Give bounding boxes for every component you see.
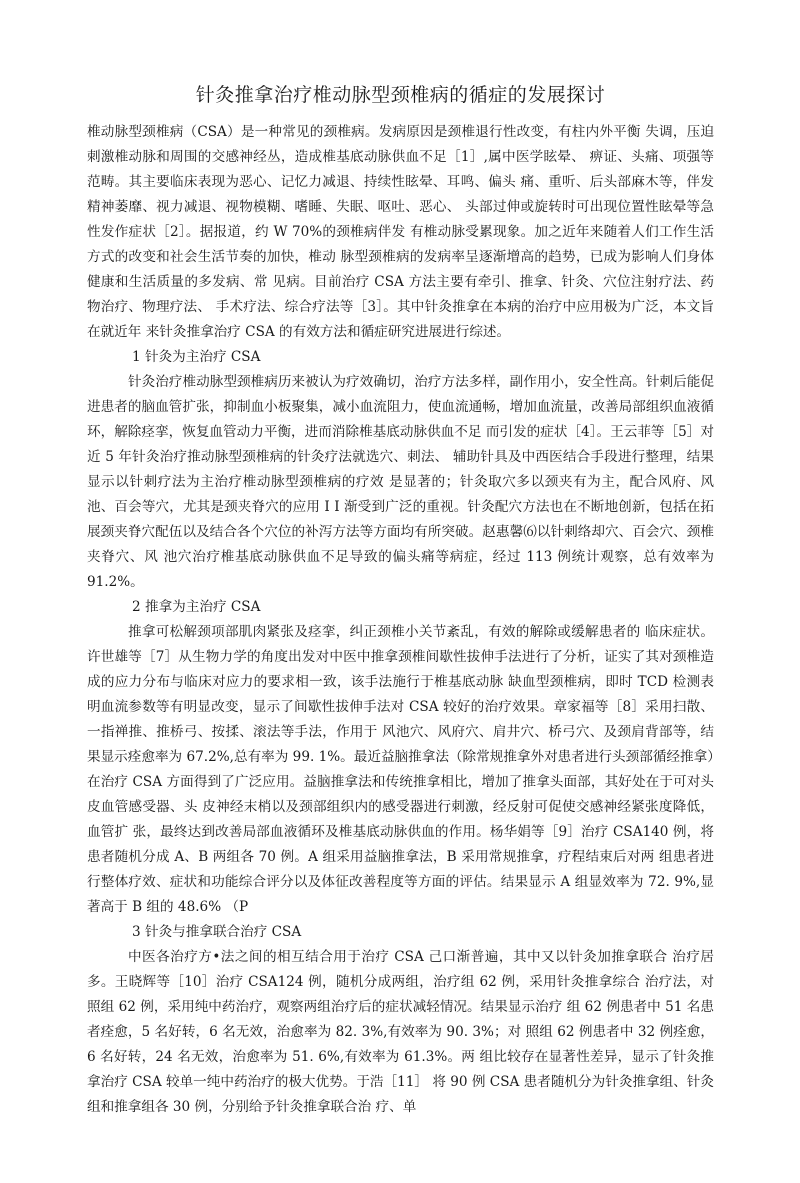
article-title: 针灸推拿治疗椎动脉型颈椎病的循症的发展探讨 [195, 84, 606, 106]
section-2-paragraph: 推拿可松解颈项部肌肉紧张及痉挛，纠正颈椎小关节紊乱，有效的解除或缓解患者的 临床症状。许世雄等［7］从生物力学的角度出发对中医中推拿颈椎间歇性拔伸手法进行了分析，证实了其对颈椎造成的应力分布与临床对应力的要求相一致，该手法施行于椎基底动脉 缺血型颈椎病，即时 TCD 检测表明血流参数等有明显改变，显示了间歇性拔伸手法对 CSA 较好的治疗效果。章家福等［8］采用扫散、一指禅推、推桥弓、按揉、滚法等手法，作用于 风池穴、风府穴、肩井穴、桥弓穴、及颈肩背部等，结果显示痊愈率为 67.2%,总有率为 99. 1%。最近益脑推拿法（除常规推拿外对患者进行头颈部循经推拿）在治疗 CSA 方面得到了广泛应用。益脑推拿法和传统推拿相比，增加了推拿头面部，其好处在于可对头皮血管感受器、头 皮神经末梢以及颈部组织内的感受器进行刺激，经反射可促使交感神经紧张度降低，血管扩 张，最终达到改善局部血液循环及椎基底动脉供血的作用。杨华娟等［9］治疗 CSA140 例，将 患者随机分成 A、B 两组各 70 例。A 组采用益脑推拿法，B 采用常规推拿，疗程结束后对两 组患者进行整体疗效、症状和功能综合评分以及体征改善程度等方面的评估。结果显示 A 组显效率为 72. 9%,显著高于 B 组的 48.6% （P [87, 624, 715, 915]
section-1-heading: 1 针灸为主治疗 CSA [132, 349, 261, 365]
section-1-paragraph: 针灸治疗椎动脉型颈椎病历来被认为疗效确切，治疗方法多样，副作用小，安全性高。针刺后能促进患者的脑血管扩张，抑制血小板聚集，减小血流阻力，使血流通畅，增加血流量，改善局部组织血液循环，解除痉挛，恢复血管动力平衡，进而消除椎基底动脉供血不足 而引发的症状［4］。王云菲等［5］对近 5 年针灸治疗推动脉型颈椎病的针灸疗法就选穴、刺法、 辅助针具及中西医结合手段进行整理，结果显示以针刺疗法为主治疗椎动脉型颈椎病的疗效 是显著的；针灸取穴多以颈夹有为主，配合风府、风池、百会等穴，尤其是颈夹脊穴的应用 I I 渐受到广泛的重视。针灸配穴方法也在不断地创新，包括在拓展颈夹脊穴配伍以及结合各个穴位的补泻方法等方面均有所突破。赵惠馨⑹以针刺络却穴、百会穴、颈椎夹脊穴、风 池穴治疗椎基底动脉供血不足导致的偏头痛等病症，经过 113 例统计观察，总有效率为 91.2%。 [87, 374, 714, 590]
section-3-paragraph: 中医各治疗方•法之间的相互结合用于治疗 CSA 己口渐普遍，其中又以针灸加推拿联合 治疗居多。王晓辉等［10］治疗 CSA124 例，随机分成两组，治疗组 62 例，采用针灸推拿综合 治疗法，对照组 62 例，采用纯中药治疗，观察两组治疗后的症状减轻情况。结果显示治疗 组 62 例患者中 51 名患者痊愈，5 名好转，6 名无效，治愈率为 82. 3%,有效率为 90. 3%；对 照组 62 例患者中 32 例痊愈，6 名好转，24 名无效，治愈率为 51. 6%,有效率为 61.3%。两 组比较存在显著性差异，显示了针灸推拿治疗 CSA 较单一纯中药治疗的极大优势。于浩［11］ 将 90 例 CSA 患者随机分为针灸推拿组、针灸组和推拿组各 30 例，分别给予针灸推拿联合治 疗、单 [87, 949, 714, 1115]
section-3-heading: 3 针灸与推拿联合治疗 CSA [132, 924, 302, 940]
intro-paragraph: 椎动脉型颈椎病（CSA）是一种常见的颈椎病。发病原因是颈椎退行性改变，有柱内外平衡 失调，压迫刺激椎动脉和周围的交感神经丛，造成椎基底动脉供血不足［1］,属中医学眩晕、 痹证、头痛、项强等范畴。其主要临床表现为恶心、记忆力减退、持续性眩晕、耳鸣、偏头 痛、重听、后头部麻木等，伴发精神萎靡、视力减退、视物模糊、嗜睡、失眠、呕吐、恶心、 头部过伸或旋转时可出现位置性眩晕等急性发作症状［2］。据报道，约 W 70%的颈椎病伴发 有椎动脉受累现象。加之近年来随着人们工作生活方式的改变和社会生活节奏的加快，椎动 脉型颈椎病的发病率呈逐渐增高的趋势，已成为影响人们身体健康和生活质量的多发病、常 见病。目前治疗 CSA 方法主要有牵引、推拿、针灸、穴位注射疗法、药物治疗、物理疗法、 手术疗法、综合疗法等［3］。其中针灸推拿在本病的治疗中应用极为广泛，本文旨在就近年 来针灸推拿治疗 CSA 的有效方法和循症研究进展进行综述。 [87, 124, 714, 340]
section-2-heading: 2 推拿为主治疗 CSA [132, 599, 261, 615]
